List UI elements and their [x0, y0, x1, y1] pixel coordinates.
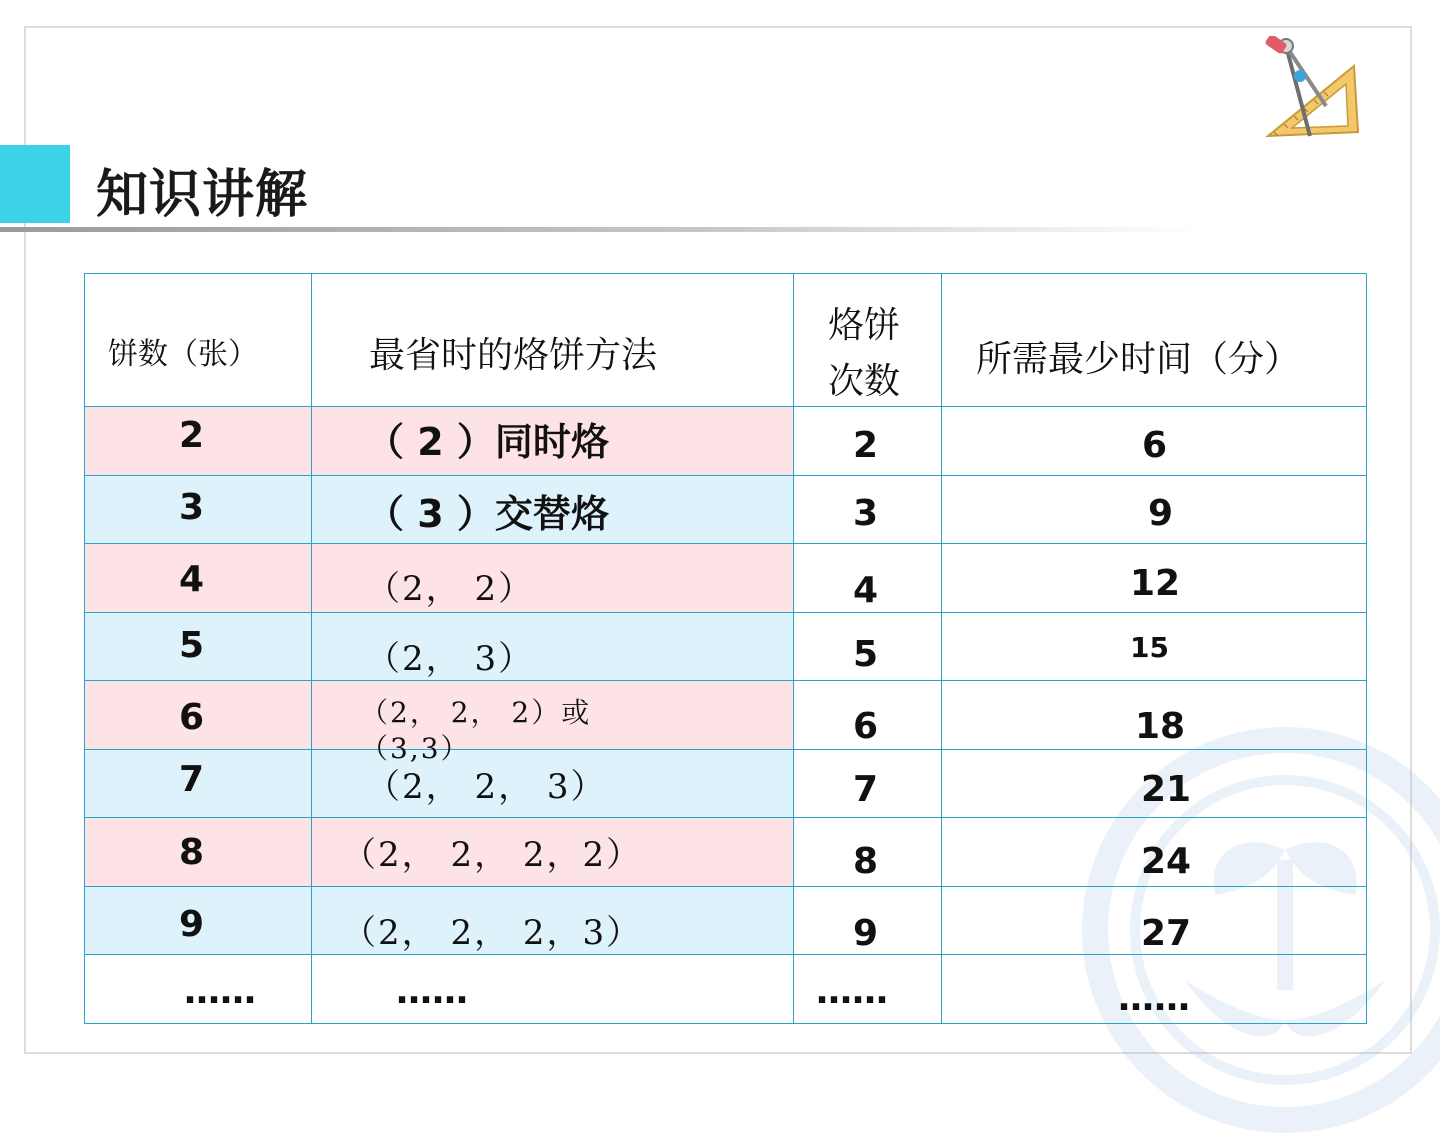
cell-min-time: ……: [1118, 978, 1190, 1019]
cell-cakes: ……: [184, 971, 256, 1012]
cell-times: 9: [853, 913, 879, 954]
cell-method: （ 2 ）同时烙: [366, 420, 609, 464]
cell-times: 5: [853, 634, 879, 675]
cell-method: （2， 2， 2，2）: [342, 835, 643, 875]
cell-cakes: 8: [179, 832, 205, 873]
cell-times: 8: [853, 841, 879, 882]
cell-min-time: 27: [1141, 913, 1192, 954]
cell-method: （2， 3）: [366, 639, 535, 679]
cell-times: 7: [853, 769, 879, 810]
grid-line: [1366, 273, 1367, 1024]
header-cakes: 饼数（张）: [108, 337, 258, 372]
cell-method: （2， 2）: [366, 569, 535, 609]
cell-times: 3: [853, 493, 879, 534]
title-underline: [0, 227, 1200, 232]
cell-cakes: 4: [179, 559, 205, 600]
cell-method: （2， 2， 2，3）: [342, 913, 643, 953]
grid-line: [84, 475, 1367, 476]
title-accent-block: [0, 145, 70, 223]
cell-method: （ 3 ）交替烙: [366, 492, 609, 536]
header-method: 最省时的烙饼方法: [369, 335, 658, 376]
cell-min-time: 21: [1141, 769, 1192, 810]
grid-line: [84, 817, 1367, 818]
cell-cakes: 9: [179, 904, 205, 945]
header-min-time: 所需最少时间（分）: [976, 339, 1301, 380]
cell-method: （2， 2， 3）: [366, 767, 607, 807]
cell-times: ……: [816, 971, 888, 1012]
cell-method: （2， 2， 2）或（3,3）: [360, 696, 592, 765]
header-times-line1: 烙饼: [828, 305, 901, 346]
cell-cakes: 7: [179, 759, 205, 800]
cell-cakes: 6: [179, 697, 205, 738]
grid-line: [84, 680, 1367, 681]
grid-line: [84, 1023, 1367, 1024]
grid-line: [84, 749, 1367, 750]
grid-line: [84, 612, 1367, 613]
header-times-line2: 次数: [828, 361, 901, 402]
grid-line: [793, 273, 794, 1024]
grid-line: [84, 273, 85, 1024]
cell-min-time: 24: [1141, 841, 1192, 882]
cell-cakes: 3: [179, 487, 205, 528]
cell-min-time: 15: [1130, 631, 1169, 664]
grid-line: [84, 406, 1367, 407]
cell-min-time: 9: [1148, 493, 1174, 534]
page-title: 知识讲解: [96, 165, 309, 225]
cell-min-time: 6: [1142, 425, 1168, 466]
grid-line: [84, 886, 1367, 887]
cell-cakes: 5: [179, 625, 205, 666]
cell-times: 6: [853, 706, 879, 747]
grid-line: [941, 273, 942, 1024]
cell-times: 4: [853, 570, 879, 611]
grid-line: [84, 954, 1367, 955]
grid-line: [84, 273, 1367, 274]
cell-times: 2: [853, 425, 879, 466]
grid-line: [311, 273, 312, 1024]
pancake-table: [84, 273, 1367, 1024]
grid-line: [84, 543, 1367, 544]
cell-cakes: 2: [179, 415, 205, 456]
cell-min-time: 18: [1135, 706, 1186, 747]
cell-min-time: 12: [1130, 563, 1181, 604]
cell-method: ……: [396, 971, 468, 1012]
drawing-tools-icon: [1262, 36, 1366, 146]
